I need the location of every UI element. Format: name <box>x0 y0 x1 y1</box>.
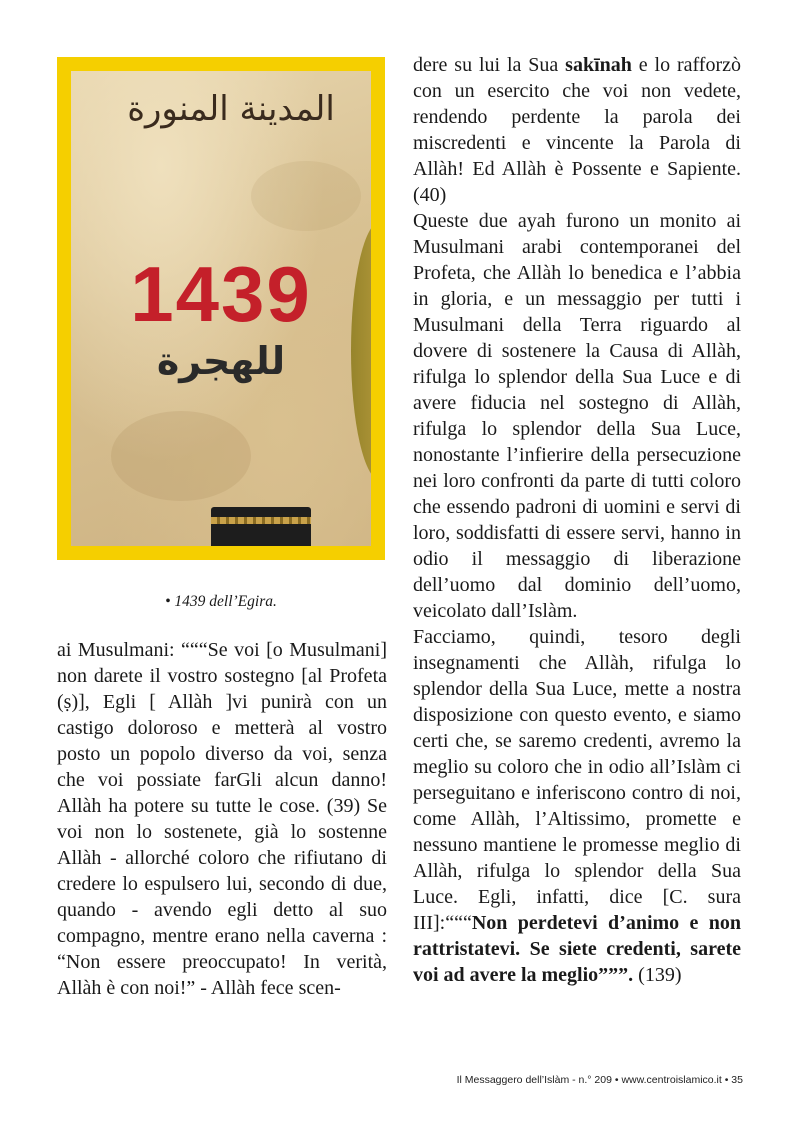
page-footer: Il Messaggero dell’Islàm - n.° 209 • www.centroislamico.it • 35 <box>456 1074 743 1086</box>
bold-term: sakīnah <box>565 54 632 76</box>
body-paragraph <box>413 624 741 988</box>
article-image-frame <box>57 57 385 560</box>
right-text-column <box>413 52 741 988</box>
text-run: dere su lui la Sua <box>413 54 566 76</box>
text-run: e lo rafforzò con un esercito che voi non vedete, rendendo perdente la parola dei miscredenti e vincente la Parola di Allàh! Ed Allàh è Possente e Sapiente. (40) <box>413 54 742 206</box>
hijri-new-year-image <box>71 71 371 546</box>
arabic-hijra-text: للهجرة <box>156 339 286 383</box>
parchment-stain <box>251 161 361 231</box>
body-paragraph: ai Musulmani: “““Se voi [o Musulmani] non darete il vostro sostegno [al Profeta (ṣ)], Egli [ Allàh ]vi punirà con un castigo doloroso e metterà al vostro posto un popolo diverso da voi, senza che voi possiate farGli alcun danno! Allàh ha potere su tutte le cose. (39) Se voi non lo sostenete, già lo sostenne Allàh - allorché coloro che rifiutano di credere lo espulsero lui, secondo di due, quando - avendo egli detto al suo compagno, mentre erano nella caverna : “Non essere preoccupato! In verità, Allàh è con noi!” - Allàh fece scen- <box>57 639 387 999</box>
left-text-column <box>57 637 387 1001</box>
kaaba-illustration <box>211 507 311 546</box>
image-caption: • 1439 dell’Egira. <box>165 593 277 610</box>
text-run: Facciamo, quindi, tesoro degli insegnamenti che Allàh, rifulga lo splendor della Sua Luce, mette a nostra disposizione con questo evento, e siamo certi che, se saremo credenti, avremo la meglio su coloro che in odio all’Islàm ci perseguitano e inferiscono contro di noi, come Allàh, l’Altissimo, promette e nessuno mantiene le promesse meglio di Allàh, rifulga lo splendor della Sua Luce. Egli, infatti, dice [C. sura III]:“““ <box>413 626 741 934</box>
kaaba-gold-band <box>211 517 311 524</box>
body-paragraph <box>413 52 741 208</box>
image-year: 1439 <box>130 250 312 338</box>
bold-quote: Non perdetevi d’animo e non rattristatevi. Se siete credenti, sarete voi ad avere la meglio”””. <box>413 912 741 986</box>
text-run: (139) <box>633 964 682 986</box>
body-paragraph: Queste due ayah furono un monito ai Musulmani arabi contemporanei del Profeta, che Allàh lo benedica e l’abbia in gloria, e un messaggio per tutti i Musulmani della Terra riguardo al dovere di sostenere la Causa di Allàh, rifulga lo splendor della Sua Luce e di avere fiducia nel sostegno di Allàh, rifulga lo splendor della Sua Luce, nonostante l’infierire della persecuzione nei loro confronti da parte di tutti coloro che essendo padroni di uomini e servi di loro, soddisfatti di essere servi, hanno in odio il messaggio di liberazione dell’uomo dal dominio dell’uomo, veicolato dall’Islàm. <box>413 210 741 622</box>
parchment-stain <box>111 411 251 501</box>
arabic-calligraphy-title: المدينة المنورة <box>127 89 335 129</box>
